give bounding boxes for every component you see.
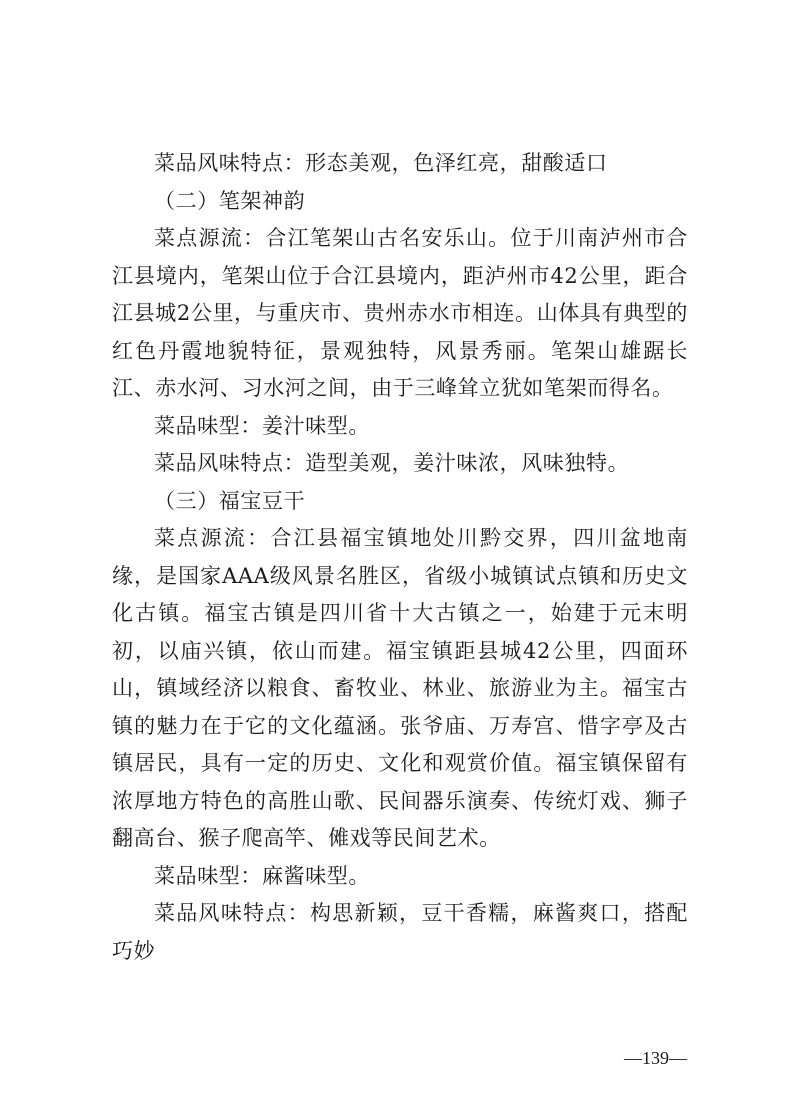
- flavor-features-paragraph-1: 菜品风味特点：形态美观，色泽红亮，甜酸适口: [154, 151, 608, 175]
- body-text: [112, 145, 688, 970]
- section-heading-bijia-shenyun: （二）笔架神韵: [154, 188, 306, 213]
- page-number: —139—: [624, 1048, 687, 1068]
- origin-paragraph-fubao: 菜点源流：合江县福宝镇地处川黔交界，四川盆地南缘，是国家AAA级风景名胜区，省级小城镇试点镇和历史文化古镇。福宝古镇是四川省十大古镇之一，始建于元末明初，以庙兴镇，依山而建。福宝镇距县城42公里，四面环山，镇域经济以粮食、畜牧业、林业、旅游业为主。福宝古镇的魅力在于它的文化蕴涵。张爷庙、万寿宫、惜字亭及古镇居民，具有一定的历史、文化和观赏价值。福宝镇保留有浓厚地方特色的高胜山歌、民间器乐演奏、传统灯戏、狮子翻高台、猴子爬高竿、傩戏等民间艺术。: [112, 526, 688, 850]
- flavor-features-paragraph-fubao: 菜品风味特点：构思新颖，豆干香糯，麻酱爽口，搭配巧妙: [112, 901, 688, 963]
- flavor-type-paragraph-fubao: 菜品味型：麻酱味型。: [154, 863, 370, 888]
- origin-paragraph-bijia: 菜点源流：合江笔架山古名安乐山。位于川南泸州市合江县境内，笔架山位于合江县境内，距泸州市42公里，距合江县城2公里，与重庆市、贵州赤水市相连。山体具有典型的红色丹霞地貌特征，景观独特，风景秀丽。笔架山雄踞长江、赤水河、习水河之间，由于三峰耸立犹如笔架而得名。: [112, 226, 688, 400]
- flavor-features-paragraph-bijia: 菜品风味特点：造型美观，姜汁味浓，风味独特。: [154, 451, 630, 475]
- flavor-type-paragraph-bijia: 菜品味型：姜汁味型。: [154, 413, 370, 438]
- section-heading-fubao-dougan: （三）福宝豆干: [154, 488, 306, 513]
